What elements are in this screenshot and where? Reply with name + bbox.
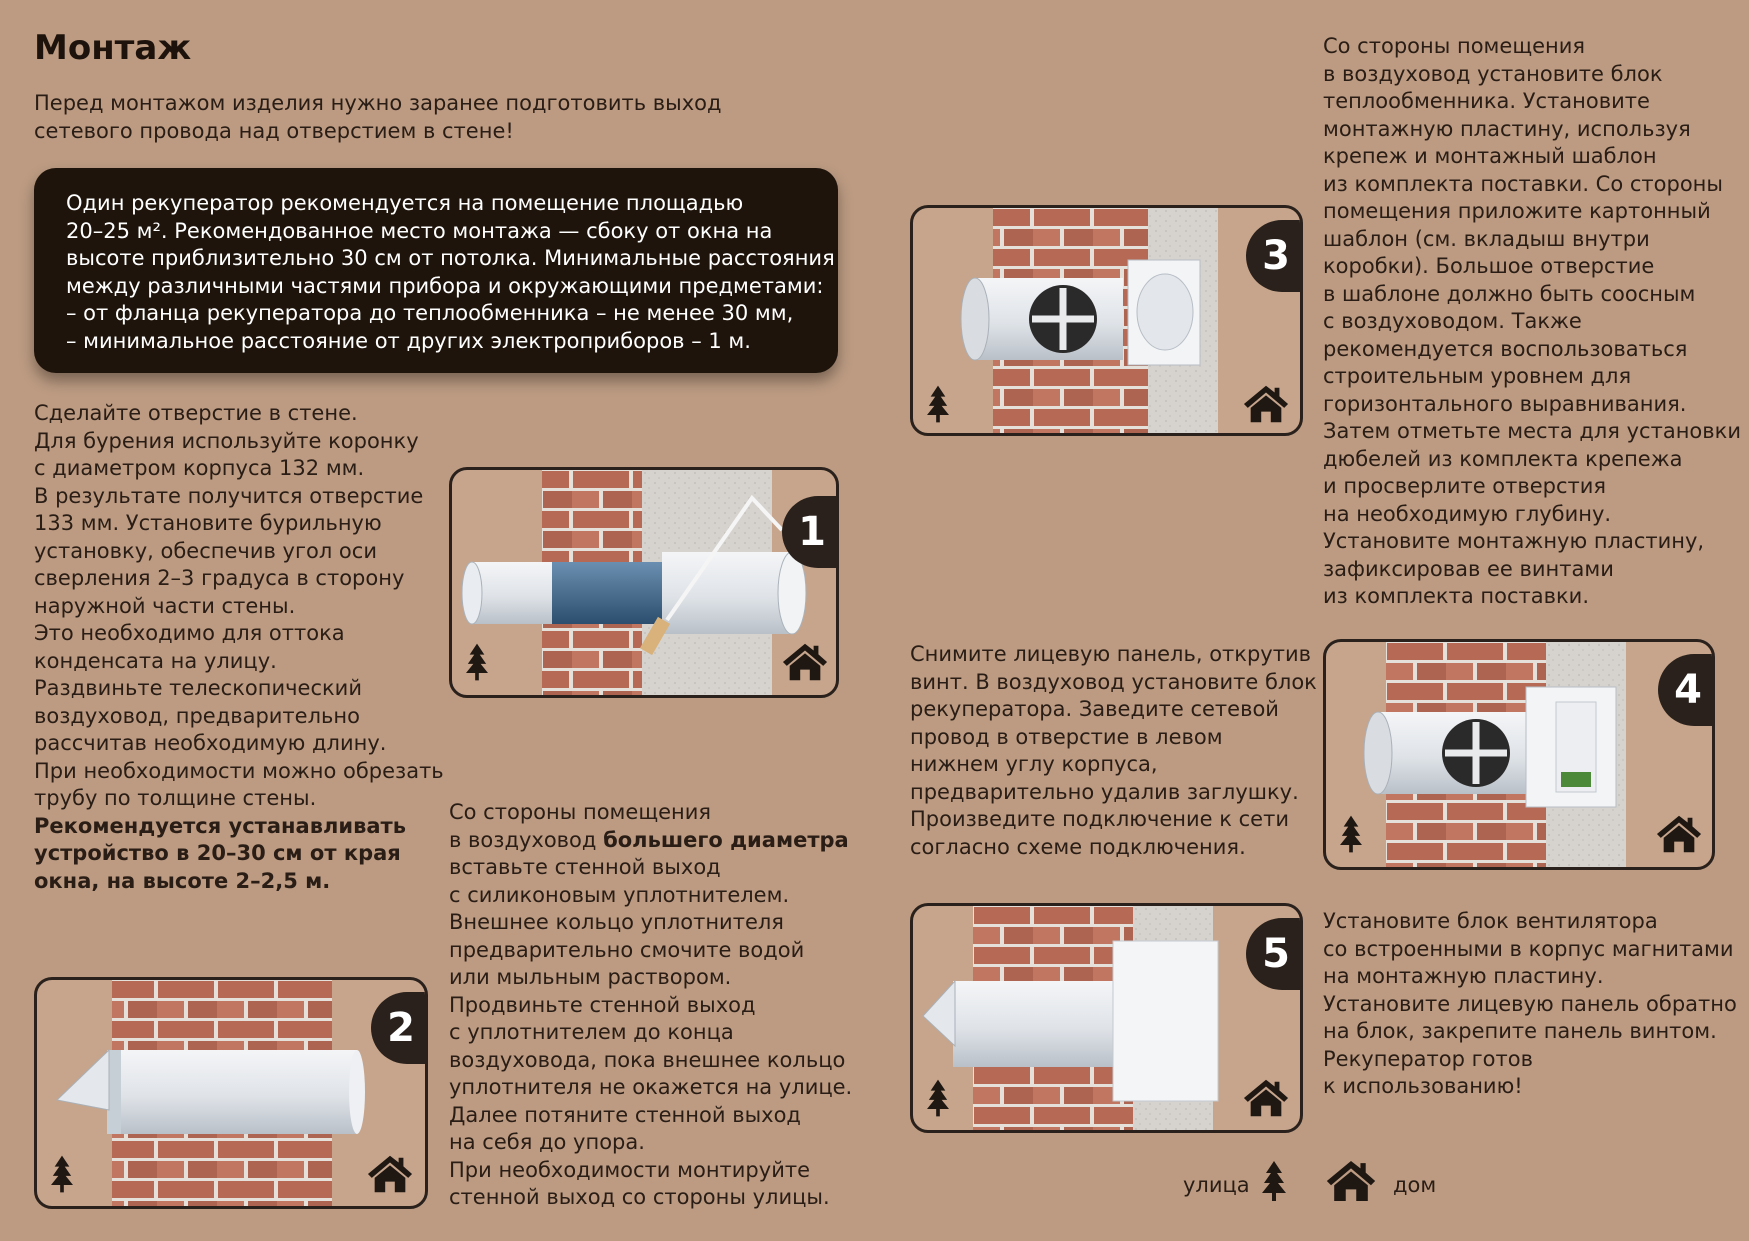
step2-line: Далее потяните стенной выход	[449, 1102, 801, 1127]
step1-line: Сделайте отверстие в стене.	[34, 401, 358, 425]
step5-badge: 5	[1246, 918, 1303, 990]
step2-line: с силиконовым уплотнителем.	[449, 882, 790, 907]
step5-line: Рекуператор готов	[1323, 1046, 1533, 1071]
step4-line: винт. В воздуховод установите блок	[910, 669, 1317, 694]
house-icon	[1243, 1078, 1289, 1118]
step1-line: При необходимости можно обрезать	[34, 758, 444, 783]
step5-line: Установите лицевую панель обратно	[1323, 991, 1737, 1016]
step2-line: предварительно смочите водой	[449, 937, 805, 962]
step3-text	[1323, 33, 1743, 611]
step2-line: Внешнее кольцо уплотнителя	[449, 910, 784, 934]
step4-illustration	[1323, 639, 1715, 870]
step1-line: с диаметром корпуса 132 мм.	[34, 456, 365, 480]
step3-line: рекомендуется воспользоваться	[1323, 336, 1688, 361]
house-icon	[367, 1154, 413, 1194]
step3-line: шаблон (см. вкладыш внутри	[1323, 226, 1650, 251]
step1-line: установку, обеспечив угол оси	[34, 538, 377, 563]
step3-badge: 3	[1246, 220, 1303, 292]
step2-line: или мыльным раствором.	[449, 965, 732, 989]
step1-line: Это необходимо для оттока	[34, 621, 345, 645]
step1-bold-line: устройство в 20–30 см от края	[34, 841, 401, 865]
step5-line: Установите блок вентилятора	[1323, 909, 1658, 933]
house-icon	[782, 642, 828, 682]
step2-line	[449, 827, 869, 855]
step2-line: Продвиньте стенной выход	[449, 992, 756, 1017]
step2-line-part: в воздуховод	[449, 827, 604, 852]
step3-illustration	[910, 205, 1303, 436]
step1-line: 133 мм. Установите бурильную	[34, 511, 382, 535]
step4-line: Снимите лицевую панель, открутив	[910, 642, 1311, 666]
step2-line: с уплотнителем до конца	[449, 1020, 734, 1044]
step5-line: со встроенными в корпус магнитами	[1323, 936, 1734, 961]
tree-icon	[466, 642, 488, 682]
step2-line: воздуховода, пока внешнее кольцо	[449, 1047, 846, 1072]
page-title: Монтаж	[34, 28, 192, 68]
step2-line: на себя до упора.	[449, 1130, 645, 1154]
house-icon	[1325, 1160, 1377, 1202]
tree-icon	[1262, 1158, 1286, 1204]
step1-line: сверления 2–3 градуса в сторону	[34, 566, 405, 590]
intro-text: Перед монтажом изделия нужно заранее подготовить выход сетевого провода над отверстием в стене!	[34, 91, 722, 143]
step1-line: Для бурения используйте коронку	[34, 428, 419, 453]
legend-home-label: дом	[1393, 1173, 1437, 1197]
tree-icon	[1340, 814, 1362, 854]
step4-text	[910, 641, 1317, 861]
step1-illustration	[449, 467, 839, 698]
step3-line: зафиксировав ее винтами	[1323, 556, 1614, 581]
step2-line: Со стороны помещения	[449, 800, 712, 824]
step1-line: В результате получится отверстие	[34, 483, 424, 508]
step3-line: монтажную пластину, используя	[1323, 116, 1691, 141]
step4-line: Произведите подключение к сети	[910, 807, 1289, 831]
step3-line: Затем отметьте места для установки	[1323, 419, 1741, 443]
step5-line: на блок, закрепите панель винтом.	[1323, 1019, 1717, 1043]
step1-line: воздуховод, предварительно	[34, 703, 360, 728]
tree-icon	[927, 1078, 949, 1118]
step3-line: Установите монтажную пластину,	[1323, 529, 1705, 553]
step3-line: помещения приложите картонный	[1323, 199, 1711, 223]
step1-line: рассчитав необходимую длину.	[34, 731, 387, 755]
step1-line: наружной части стены.	[34, 593, 296, 618]
step4-badge: 4	[1658, 654, 1715, 726]
step3-line: из комплекта поставки. Со стороны	[1323, 171, 1723, 196]
step2-badge: 2	[371, 992, 428, 1064]
step3-line: с воздуховодом. Также	[1323, 309, 1582, 333]
note-line: – минимальное расстояние от других электроприборов – 1 м.	[66, 328, 751, 353]
step1-line: трубу по толщине стены.	[34, 786, 317, 810]
step5-text	[1323, 908, 1743, 1101]
recommendation-box	[34, 168, 838, 373]
step2-line: стенной выход со стороны улицы.	[449, 1185, 830, 1209]
step2-text	[449, 799, 869, 1212]
step5-illustration	[910, 903, 1303, 1133]
step1-line: конденсата на улицу.	[34, 648, 277, 673]
step3-line: горизонтального выравнивания.	[1323, 391, 1687, 416]
legend-street-label: улица	[1183, 1173, 1250, 1197]
step5-line: на монтажную пластину.	[1323, 964, 1604, 988]
step4-line: нижнем углу корпуса,	[910, 752, 1158, 776]
step1-bold-line: Рекомендуется устанавливать	[34, 813, 406, 838]
step3-line: из комплекта поставки.	[1323, 584, 1590, 608]
step1-bold-line: окна, на высоте 2–2,5 м.	[34, 868, 331, 893]
step1-text	[34, 400, 454, 895]
step3-line: в воздуховод установите блок	[1323, 61, 1663, 86]
step3-line: теплообменника. Установите	[1323, 89, 1650, 113]
step4-line: предварительно удалив заглушку.	[910, 779, 1299, 804]
step3-line: коробки). Большое отверстие	[1323, 254, 1655, 278]
note-line: – от фланца рекуператора до теплообменника – не менее 30 мм,	[66, 301, 794, 325]
step4-line: согласно схеме подключения.	[910, 834, 1246, 859]
step2-bold-phrase: большего диаметра	[603, 827, 849, 852]
note-line: высоте приблизительно 30 см от потолка. Минимальные расстояния	[66, 246, 835, 270]
step2-line: вставьте стенной выход	[449, 855, 721, 879]
step3-line: крепеж и монтажный шаблон	[1323, 144, 1657, 168]
step3-line: в шаблоне должно быть соосным	[1323, 281, 1696, 306]
step3-line: дюбелей из комплекта крепежа	[1323, 446, 1683, 471]
house-icon	[1656, 814, 1702, 854]
step4-line: рекуператора. Заведите сетевой	[910, 697, 1279, 721]
step1-badge: 1	[782, 496, 839, 568]
note-line: 20–25 м². Рекомендованное место монтажа — сбоку от окна на	[66, 218, 773, 243]
note-line: Один рекуператор рекомендуется на помещение площадью	[66, 191, 744, 215]
step3-line: строительным уровнем для	[1323, 364, 1632, 388]
step3-line: Со стороны помещения	[1323, 34, 1586, 58]
step5-line: к использованию!	[1323, 1074, 1523, 1098]
step2-illustration	[34, 977, 428, 1209]
step2-line: При необходимости монтируйте	[449, 1157, 810, 1182]
step3-line: на необходимую глубину.	[1323, 501, 1612, 526]
step4-line: провод в отверстие в левом	[910, 724, 1223, 749]
recommendation-text	[66, 190, 835, 355]
step2-line: уплотнителя не окажется на улице.	[449, 1075, 853, 1099]
note-line: между различными частями прибора и окружающими предметами:	[66, 273, 824, 298]
house-icon	[1243, 384, 1289, 424]
tree-icon	[927, 384, 949, 424]
step1-line: Раздвиньте телескопический	[34, 676, 362, 700]
step3-line: и просверлите отверстия	[1323, 474, 1607, 498]
tree-icon	[51, 1154, 73, 1194]
